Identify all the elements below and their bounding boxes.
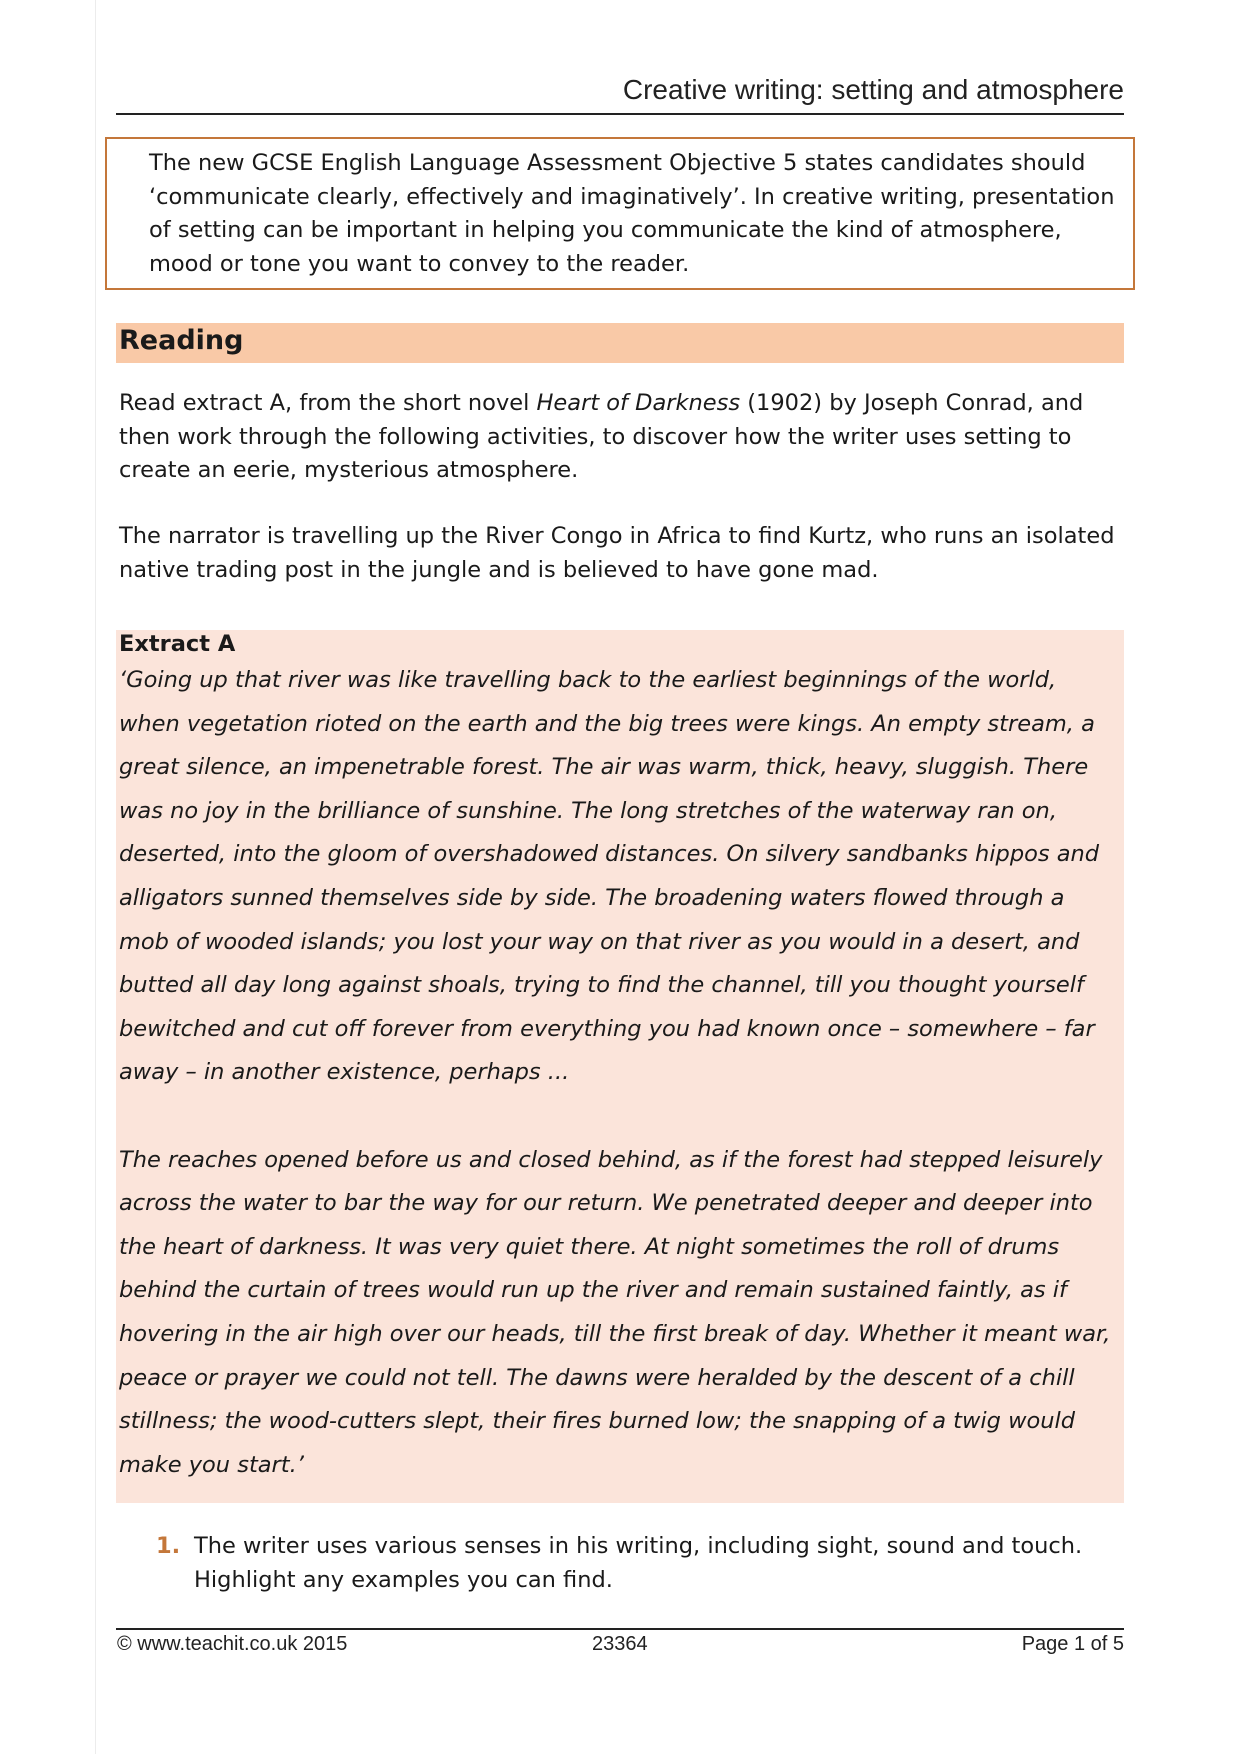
question-text: The writer uses various senses in his writing, including sight, sound and touch. Highlight any examples you can find.: [194, 1533, 1083, 1593]
footer-rule: [116, 1628, 1124, 1630]
footer-copyright: © www.teachit.co.uk 2015: [117, 1633, 348, 1655]
novel-title: Heart of Darkness: [536, 390, 741, 416]
section-heading-reading: [116, 323, 1124, 363]
page-edge: [95, 0, 96, 1754]
question-number: 1.: [156, 1533, 181, 1559]
footer-page-number: Page 1 of 5: [1021, 1633, 1124, 1655]
page-header-title: Creative writing: setting and atmosphere: [622, 74, 1124, 105]
extract-paragraph-1: ‘Going up that river was like travelling back to the earliest beginnings of the world, when vegetation rioted on the earth and the big trees were kings. An empty stream, a great silence, an impenetrable forest. The air was warm, thick, heavy, sluggish. There was no joy in the brilliance of sunshine. The long stretches of the waterway ran on, deserted, into the gloom of overshadowed distances. On silvery sandbanks hippos and alligators sunned themselves side by side. The broadening waters flowed through a mob of wooded islands; you lost your way on that river as you would in a desert, and butted all day long against shoals, trying to find the channel, till you thought yourself bewitched and cut off forever from everything you had known once – somewhere – far away – in another existence, perhaps ...: [119, 667, 1100, 1086]
section-heading-label: Reading: [119, 325, 244, 356]
extract-box: [116, 630, 1124, 1503]
reading-instructions-after: (1902) by Joseph Conrad, and then work through the following activities, to discover how the writer uses setting to create an eerie, mysterious atmosphere.: [119, 390, 1084, 483]
narrator-context: The narrator is travelling up the River Congo in Africa to find Kurtz, who runs an isolated native trading post in the jungle and is believed to have gone mad.: [119, 523, 1115, 583]
question-item: [156, 1530, 1096, 1597]
reading-instructions-before: Read extract A, from the short novel: [119, 390, 537, 416]
intro-box: [105, 137, 1135, 290]
extract-label: Extract A: [119, 631, 236, 657]
extract-paragraph-2: The reaches opened before us and closed behind, as if the forest had stepped leisurely across the water to bar the way for our return. We penetrated deeper and deeper into the heart of darkness. It was very quiet there. At night sometimes the roll of drums behind the curtain of trees would run up the river and remain sustained faintly, as if hovering in the air high over our heads, till the first break of day. Whether it meant war, peace or prayer we could not tell. The dawns were heralded by the descent of a chill stillness; the wood-cutters slept, their fires burned low; the snapping of a twig would make you start.’: [119, 1146, 1111, 1478]
reading-instructions: [119, 387, 1129, 488]
intro-text: The new GCSE English Language Assessment Objective 5 states candidates should ‘communicate clearly, effectively and imaginatively’. In creative writing, presentation of setting can be important in helping you communicate the kind of atmosphere, mood or tone you want to convey to the reader.: [149, 150, 1115, 277]
footer-resource-code: 23364: [592, 1633, 648, 1655]
header-rule: [116, 113, 1124, 115]
